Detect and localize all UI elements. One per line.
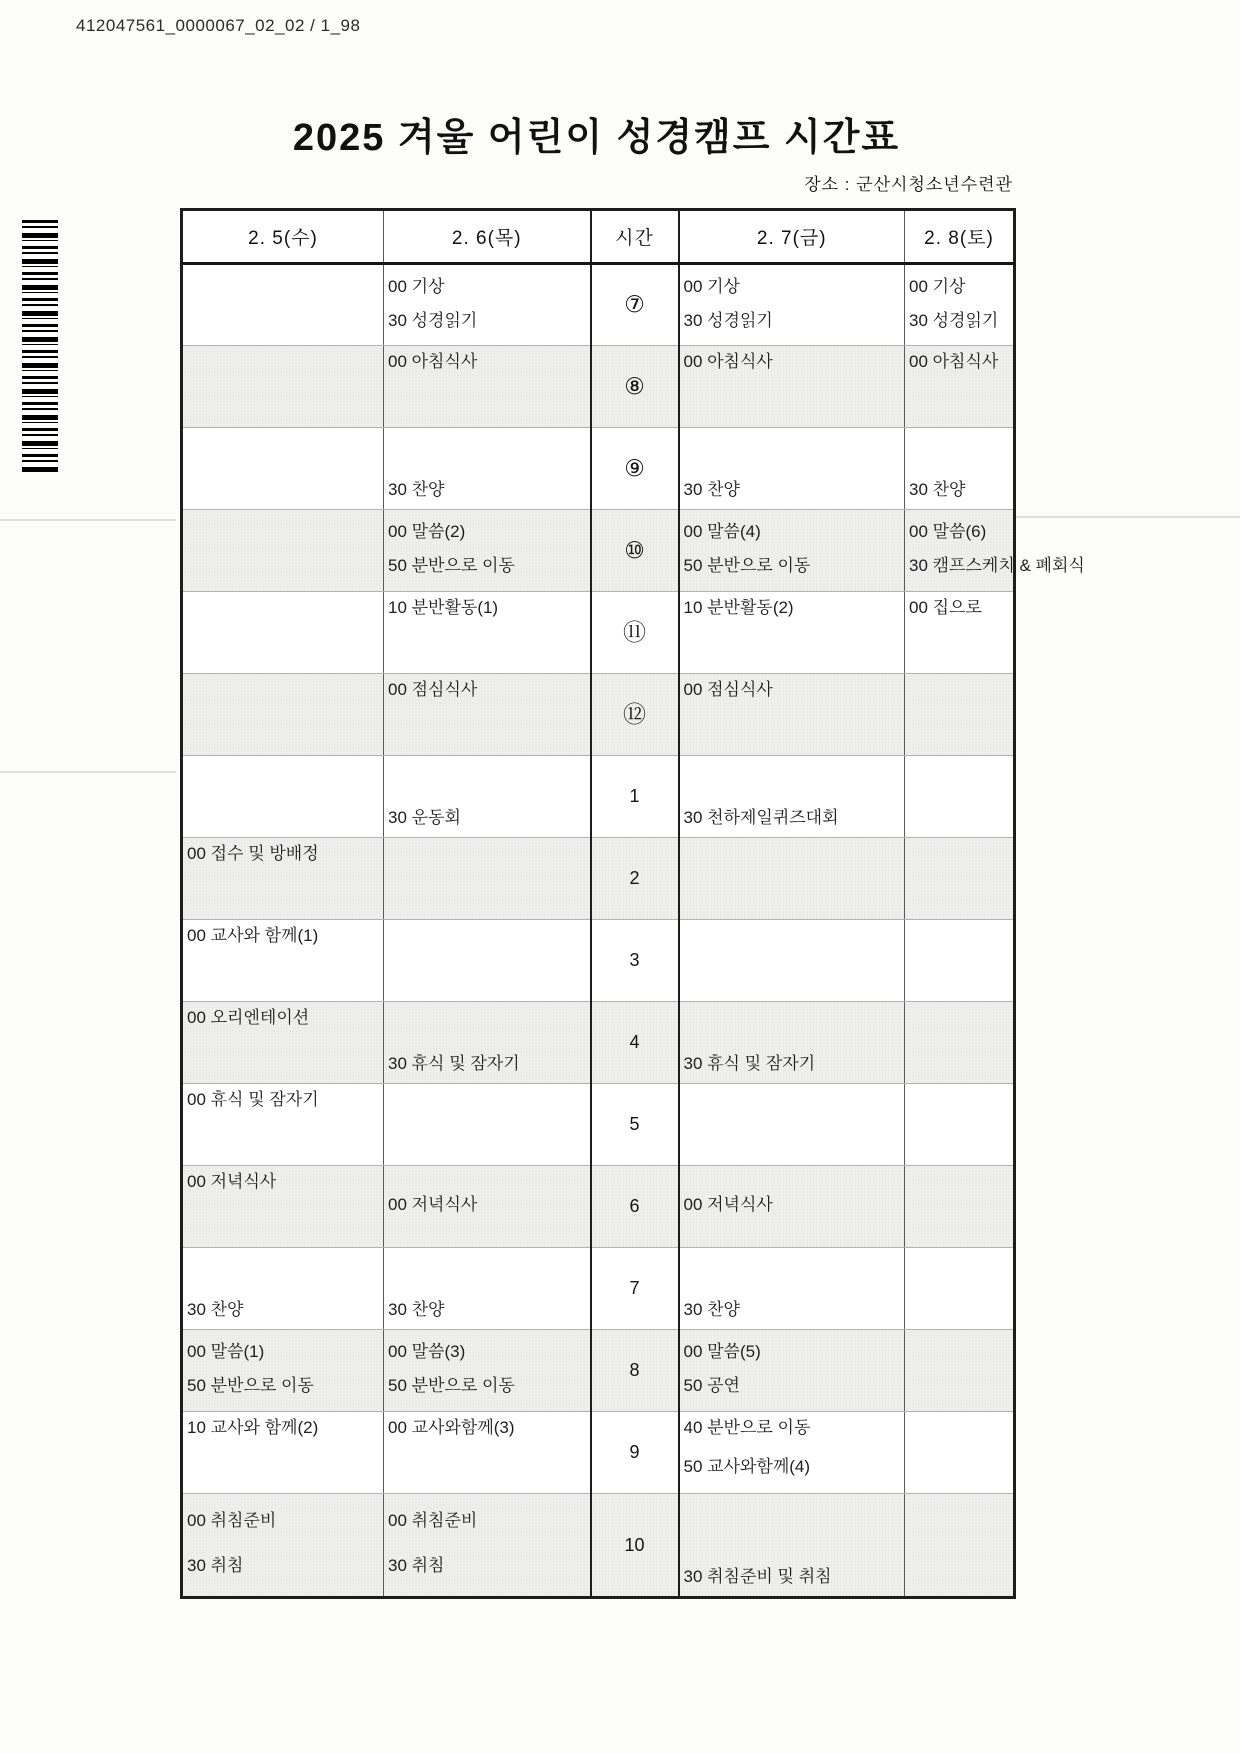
schedule-cell	[182, 428, 384, 510]
time-label: 4	[629, 1032, 640, 1053]
timetable-row	[182, 674, 1015, 756]
time-label: 3	[629, 950, 640, 971]
timetable-row	[182, 510, 1015, 592]
schedule-cell	[679, 1002, 905, 1084]
time-cell	[591, 674, 679, 756]
schedule-cell	[384, 264, 591, 346]
time-label: 8	[629, 1360, 640, 1381]
timetable-container	[180, 208, 1085, 1599]
timetable-row	[182, 920, 1015, 1002]
schedule-entry: 50 분반으로 이동	[683, 556, 811, 576]
schedule-entry: 00 집으로	[909, 598, 982, 617]
schedule-entry: 00 아침식사	[683, 352, 773, 371]
time-label: 7	[629, 1278, 640, 1299]
schedule-cell	[384, 428, 591, 510]
schedule-entry: 30 휴식 및 잠자기	[683, 1054, 816, 1074]
schedule-cell	[679, 1330, 905, 1412]
timetable-row	[182, 838, 1015, 920]
schedule-cell	[182, 592, 384, 674]
schedule-entry: 00 말씀(2)	[388, 521, 466, 541]
time-cell	[591, 1084, 679, 1166]
schedule-entry: 30 성경읽기	[909, 310, 999, 330]
schedule-cell	[679, 1248, 905, 1330]
schedule-cell	[679, 920, 905, 1002]
time-label: ⑨	[624, 454, 645, 481]
schedule-entry: 00 말씀(4)	[683, 521, 761, 541]
time-cell	[591, 1166, 679, 1248]
schedule-entry: 30 휴식 및 잠자기	[388, 1054, 520, 1074]
schedule-entry: 00 저녁식사	[187, 1172, 277, 1191]
document-id: 412047561_0000067_02_02 / 1_98	[76, 16, 361, 35]
time-label: 1	[629, 786, 640, 807]
schedule-cell	[679, 1084, 905, 1166]
column-header-feb5: 2. 5(수)	[182, 210, 384, 264]
timetable-row	[182, 1084, 1015, 1166]
schedule-entry: 30 천하제일퀴즈대회	[683, 808, 839, 828]
schedule-cell	[384, 1248, 591, 1330]
schedule-cell	[182, 920, 384, 1002]
time-cell	[591, 756, 679, 838]
schedule-cell	[679, 346, 905, 428]
column-header-time: 시간	[591, 210, 679, 264]
schedule-entry: 30 찬양	[388, 1300, 445, 1320]
schedule-cell	[679, 264, 905, 346]
schedule-entry: 50 분반으로 이동	[187, 1376, 314, 1396]
schedule-cell	[182, 1412, 384, 1494]
schedule-cell	[905, 428, 1015, 510]
schedule-entry: 00 아침식사	[909, 352, 999, 371]
timetable-row	[182, 264, 1015, 346]
time-cell	[591, 1330, 679, 1412]
schedule-cell	[384, 1084, 591, 1166]
schedule-cell	[905, 920, 1015, 1002]
schedule-entry: 40 분반으로 이동	[683, 1418, 811, 1437]
schedule-entry: 00 휴식 및 잠자기	[187, 1090, 319, 1109]
schedule-entry: 00 기상	[388, 276, 445, 296]
time-cell	[591, 428, 679, 510]
schedule-cell	[384, 756, 591, 838]
time-label: ⑧	[624, 372, 645, 399]
schedule-cell	[905, 1084, 1015, 1166]
schedule-cell	[679, 428, 905, 510]
time-label: ⑩	[624, 536, 645, 563]
schedule-cell	[679, 592, 905, 674]
schedule-cell	[384, 674, 591, 756]
schedule-cell	[182, 1002, 384, 1084]
time-label: 6	[629, 1196, 640, 1217]
schedule-entry: 30 찬양	[683, 1300, 740, 1320]
schedule-cell	[905, 1166, 1015, 1248]
time-label: 10	[624, 1534, 645, 1555]
schedule-cell	[679, 510, 905, 592]
schedule-entry: 00 말씀(6)	[909, 521, 987, 541]
page-title: 2025 겨울 어린이 성경캠프 시간표	[292, 117, 901, 159]
schedule-entry: 30 운동회	[388, 808, 461, 828]
schedule-entry: 00 교사와함께(3)	[388, 1418, 515, 1437]
schedule-cell	[384, 1002, 591, 1084]
schedule-cell	[905, 346, 1015, 428]
scan-artifact-line	[0, 771, 176, 773]
schedule-cell	[905, 756, 1015, 838]
timetable-row	[182, 1412, 1015, 1494]
timetable-row	[182, 756, 1015, 838]
schedule-cell	[384, 510, 591, 592]
schedule-cell	[384, 920, 591, 1002]
schedule-cell	[905, 674, 1015, 756]
time-label: ⑫	[623, 700, 646, 727]
scan-artifact-line	[1016, 516, 1240, 518]
schedule-entry: 00 기상	[909, 276, 966, 296]
schedule-cell	[905, 592, 1015, 674]
schedule-entry: 00 기상	[683, 276, 740, 296]
schedule-entry: 50 분반으로 이동	[388, 1376, 515, 1396]
schedule-cell	[679, 1494, 905, 1598]
schedule-entry: 00 취침준비	[388, 1511, 478, 1531]
schedule-cell	[384, 838, 591, 920]
schedule-entry: 00 취침준비	[187, 1511, 277, 1531]
timetable	[180, 208, 1085, 1599]
schedule-entry: 00 접수 및 방배정	[187, 844, 319, 863]
schedule-cell	[905, 1002, 1015, 1084]
schedule-entry: 50 분반으로 이동	[388, 556, 515, 576]
schedule-cell	[905, 838, 1015, 920]
column-header-feb7: 2. 7(금)	[679, 210, 905, 264]
schedule-cell	[182, 1494, 384, 1598]
schedule-entry: 00 말씀(1)	[187, 1341, 265, 1361]
time-cell	[591, 592, 679, 674]
schedule-cell	[182, 510, 384, 592]
column-header-feb6: 2. 6(목)	[384, 210, 591, 264]
timetable-row	[182, 592, 1015, 674]
schedule-entry: 00 말씀(5)	[683, 1341, 761, 1361]
schedule-cell	[679, 838, 905, 920]
schedule-entry: 00 점심식사	[388, 680, 478, 699]
schedule-entry: 30 성경읽기	[388, 310, 478, 330]
timetable-row	[182, 1166, 1015, 1248]
timetable-row	[182, 1248, 1015, 1330]
time-label: 9	[629, 1442, 640, 1463]
timetable-header-row	[182, 210, 1015, 264]
time-cell	[591, 920, 679, 1002]
schedule-cell	[182, 264, 384, 346]
schedule-entry: 30 성경읽기	[683, 310, 773, 330]
column-header-feb8: 2. 8(토)	[905, 210, 1015, 264]
scan-artifact-line	[0, 519, 176, 521]
timetable-row	[182, 346, 1015, 428]
time-cell	[591, 510, 679, 592]
schedule-entry: 30 찬양	[909, 480, 966, 500]
timetable-row	[182, 1494, 1015, 1598]
time-label: 5	[629, 1114, 640, 1135]
schedule-cell	[384, 592, 591, 674]
timetable-row	[182, 428, 1015, 510]
schedule-cell	[182, 674, 384, 756]
schedule-cell	[905, 264, 1015, 346]
schedule-entry: 30 취침준비 및 취침	[683, 1567, 832, 1587]
timetable-row	[182, 1002, 1015, 1084]
schedule-entry: 00 말씀(3)	[388, 1341, 466, 1361]
time-cell	[591, 1494, 679, 1598]
location-label: 장소 : 군산시청소년수련관	[804, 175, 1013, 194]
schedule-entry: 00 오리엔테이션	[187, 1008, 310, 1027]
schedule-cell	[182, 1166, 384, 1248]
schedule-cell	[679, 756, 905, 838]
timetable-body	[182, 264, 1085, 1598]
time-cell	[591, 346, 679, 428]
schedule-entry: 00 교사와 함께(1)	[187, 926, 319, 945]
schedule-cell	[679, 1166, 905, 1248]
schedule-cell	[905, 1412, 1015, 1494]
schedule-entry: 30 캠프스케치 & 폐회식	[909, 556, 1085, 576]
schedule-entry: 30 취침	[187, 1556, 244, 1576]
time-cell	[591, 1412, 679, 1494]
schedule-cell	[384, 1330, 591, 1412]
time-label: ⑪	[623, 618, 646, 645]
time-label: 2	[629, 868, 640, 889]
schedule-cell	[679, 674, 905, 756]
schedule-cell	[905, 1248, 1015, 1330]
schedule-cell	[182, 1248, 384, 1330]
schedule-cell	[905, 1330, 1015, 1412]
schedule-entry: 50 교사와함께(4)	[683, 1456, 811, 1476]
schedule-entry: 50 공연	[683, 1376, 740, 1396]
schedule-entry: 10 교사와 함께(2)	[187, 1418, 319, 1437]
schedule-entry: 10 분반활동(1)	[388, 598, 499, 617]
schedule-cell	[679, 1412, 905, 1494]
time-label: ⑦	[624, 291, 645, 318]
schedule-entry: 00 저녁식사	[683, 1195, 773, 1215]
schedule-cell	[182, 1084, 384, 1166]
schedule-cell	[182, 1330, 384, 1412]
time-cell	[591, 1248, 679, 1330]
time-cell	[591, 838, 679, 920]
schedule-entry: 00 아침식사	[388, 352, 478, 371]
schedule-cell	[384, 346, 591, 428]
schedule-entry: 00 점심식사	[683, 680, 773, 699]
barcode	[22, 220, 58, 472]
schedule-cell	[182, 346, 384, 428]
schedule-entry: 10 분반활동(2)	[683, 598, 794, 617]
schedule-cell	[384, 1166, 591, 1248]
schedule-entry: 30 찬양	[683, 480, 740, 500]
schedule-cell	[384, 1494, 591, 1598]
schedule-entry: 30 찬양	[388, 480, 445, 500]
schedule-cell	[182, 756, 384, 838]
timetable-row	[182, 1330, 1015, 1412]
schedule-cell	[182, 838, 384, 920]
schedule-cell	[384, 1412, 591, 1494]
time-cell	[591, 264, 679, 346]
time-cell	[591, 1002, 679, 1084]
schedule-cell	[905, 510, 1085, 592]
schedule-entry: 30 취침	[388, 1556, 445, 1576]
schedule-entry: 00 저녁식사	[388, 1195, 478, 1215]
schedule-entry: 30 찬양	[187, 1300, 244, 1320]
schedule-cell	[905, 1494, 1015, 1598]
